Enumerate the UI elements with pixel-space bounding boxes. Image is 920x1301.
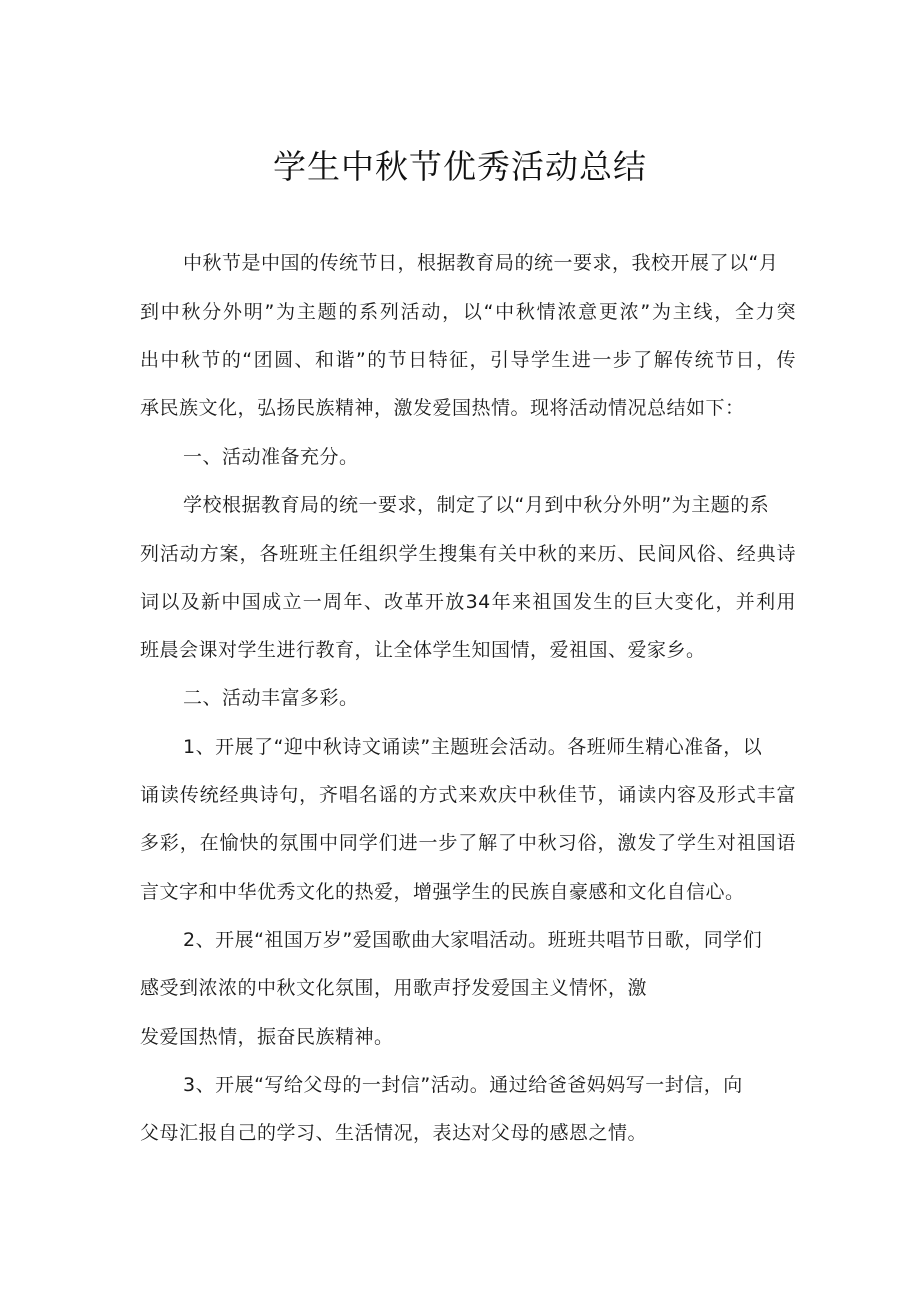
document-title: 学生中秋节优秀活动总结	[273, 147, 647, 186]
paragraph-line: 学校根据教育局的统一要求，制定了以“月到中秋分外明”为主题的系	[183, 494, 770, 516]
paragraph-line: 2、开展“祖国万岁”爱国歌曲大家唱活动。班班共唱节日歌，同学们	[183, 929, 763, 951]
section-heading: 二、活动丰富多彩。	[183, 687, 359, 709]
paragraph-line: 父母汇报自己的学习、生活情况，表达对父母的感恩之情。	[140, 1122, 648, 1144]
paragraph-line: 出中秋节的“团圆、和谐”的节日特征，引导学生进一步了解传统节日，传	[140, 349, 796, 371]
paragraph-line: 3、开展“写给父母的一封信”活动。通过给爸爸妈妈写一封信，向	[183, 1074, 743, 1096]
paragraph-line: 班晨会课对学生进行教育，让全体学生知国情，爱祖国、爱家乡。	[140, 639, 706, 661]
section-heading: 一、活动准备充分。	[183, 446, 359, 468]
paragraph-line: 承民族文化，弘扬民族精神，激发爱国热情。现将活动情况总结如下：	[140, 397, 745, 419]
paragraph-line: 言文字和中华优秀文化的热爱，增强学生的民族自豪感和文化自信心。	[140, 881, 745, 903]
paragraph-line: 发爱国热情，振奋民族精神。	[140, 1026, 394, 1048]
paragraph-line: 感受到浓浓的中秋文化氛围，用歌声抒发爱国主义情怀，激	[140, 977, 648, 999]
paragraph-line: 词以及新中国成立一周年、改革开放34年来祖国发生的巨大变化，并利用	[140, 591, 796, 613]
paragraph-line: 到中秋分外明”为主题的系列活动，以“中秋情浓意更浓”为主线，全力突	[140, 301, 796, 323]
paragraph-line: 中秋节是中国的传统节日，根据教育局的统一要求，我校开展了以“月	[183, 252, 779, 274]
paragraph-line: 诵读传统经典诗句，齐唱名谣的方式来欢庆中秋佳节，诵读内容及形式丰富	[140, 784, 796, 806]
paragraph-line: 多彩，在愉快的氛围中同学们进一步了解了中秋习俗，激发了学生对祖国语	[140, 832, 796, 854]
paragraph-line: 1、开展了“迎中秋诗文诵读”主题班会活动。各班师生精心准备，以	[183, 736, 763, 758]
paragraph-line: 列活动方案，各班班主任组织学生搜集有关中秋的来历、民间风俗、经典诗	[140, 543, 796, 565]
